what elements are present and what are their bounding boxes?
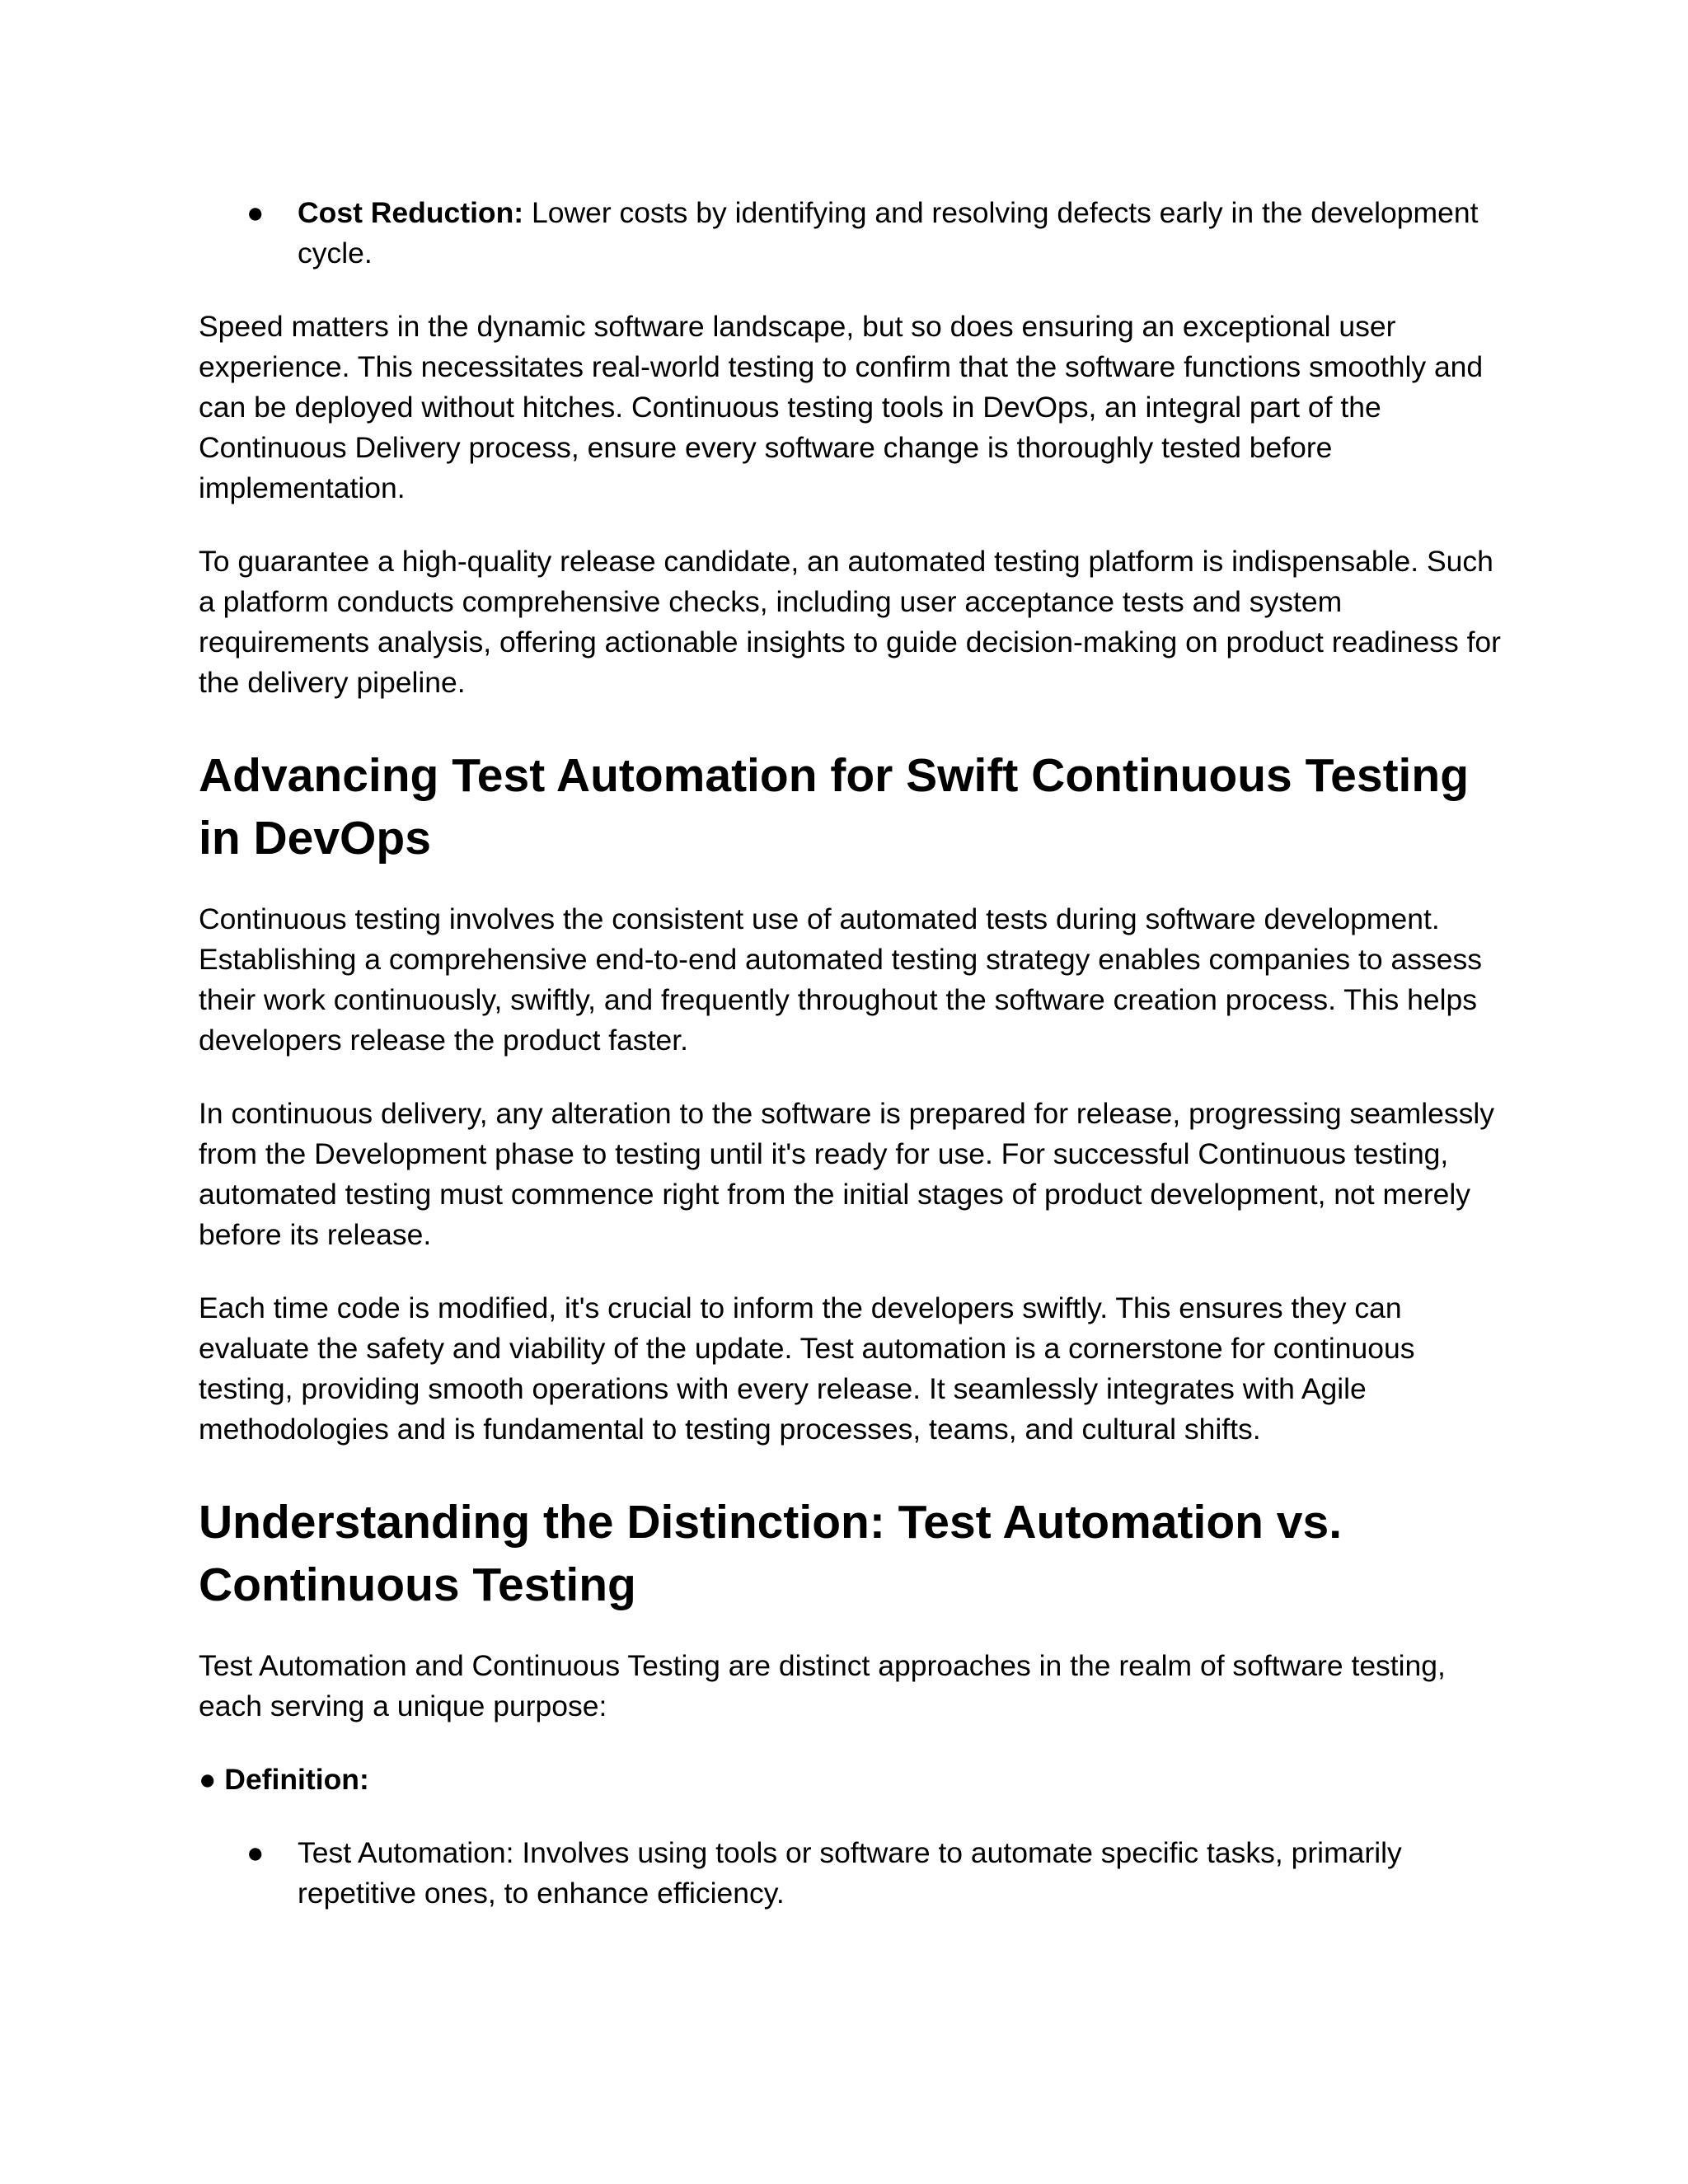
definition-label: ● Definition: bbox=[199, 1763, 369, 1796]
intro-paragraph-2: To guarantee a high-quality release candidate, an automated testing platform is indispensable. Such a platform conducts comprehensive checks, including user acceptance tests and system requirements analysis, offering actionable insights to guide decision-making on product readiness for the delivery pipeline. bbox=[199, 545, 1501, 699]
section1-paragraph-1: Continuous testing involves the consistent use of automated tests during software development. Establishing a comprehensive end-to-end automated testing strategy enables companies to assess their work continuously, swiftly, and frequently throughout the software creation process. This helps developers release the product faster. bbox=[199, 902, 1482, 1057]
intro-paragraph-1: Speed matters in the dynamic software landscape, but so does ensuring an exceptional user experience. This necessitates real-world testing to confirm that the software functions smoothly and can be deployed without hitches. Continuous testing tools in DevOps, an integral part of the Continuous Delivery process, ensure every software change is thoroughly tested before implementation. bbox=[199, 310, 1484, 504]
bullet-marker: ● bbox=[246, 196, 265, 229]
section2-paragraph: Test Automation and Continuous Testing are distinct approaches in the realm of software testing, each serving a unique purpose: bbox=[199, 1649, 1446, 1722]
document-content bbox=[199, 193, 1501, 1914]
cost-reduction-bullet bbox=[199, 193, 1501, 274]
section-heading-distinction: Understanding the Distinction: Test Automation vs. Continuous Testing bbox=[199, 1496, 1343, 1611]
bullet-text: Test Automation: Involves using tools or software to automate specific tasks, primarily repetitive ones, to enhance efficiency. bbox=[298, 1836, 1402, 1910]
section1-paragraph-2: In continuous delivery, any alteration to the software is prepared for release, progressing seamlessly from the Development phase to testing until it's ready for use. For successful Continuous testing, automated testing must commence right from the initial stages of product development, not merely before its release. bbox=[199, 1097, 1495, 1251]
bullet-marker: ● bbox=[246, 1836, 265, 1869]
section-heading-advancing: Advancing Test Automation for Swift Continuous Testing in DevOps bbox=[199, 749, 1470, 865]
bullet-text: Lower costs by identifying and resolving defects early in the development cycle. bbox=[298, 196, 1479, 269]
section1-paragraph-3: Each time code is modified, it's crucial to inform the developers swiftly. This ensures they can evaluate the safety and viability of the update. Test automation is a cornerstone for continuous testing, providing smooth operations with every release. It seamlessly integrates with Agile methodologies and is fundamental to testing processes, teams, and cultural shifts. bbox=[199, 1291, 1415, 1446]
bullet-label: Cost Reduction: bbox=[298, 196, 524, 229]
test-automation-bullet bbox=[199, 1833, 1501, 1914]
